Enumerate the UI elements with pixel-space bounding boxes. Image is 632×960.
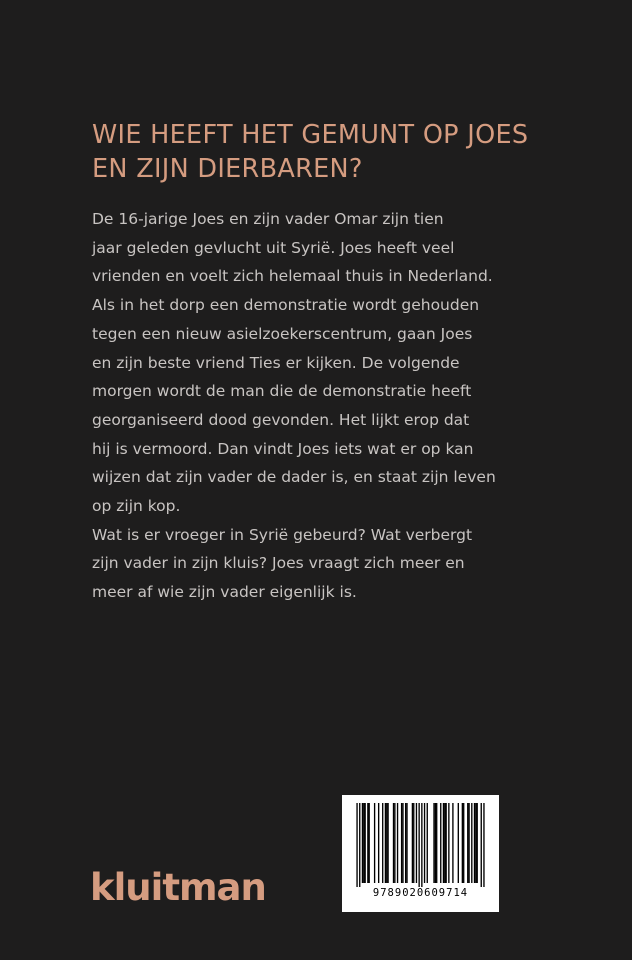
barcode-bar	[462, 803, 463, 883]
blurb-line: Als in het dorp een demonstratie wordt gehouden	[92, 296, 480, 315]
barcode-bar	[385, 803, 386, 883]
barcode-bar	[369, 803, 370, 883]
barcode-bar	[413, 803, 414, 883]
barcode-bar	[463, 803, 464, 883]
blurb-line: en zijn beste vriend Ties er kijken. De volgende	[92, 353, 460, 372]
barcode-bar	[363, 803, 364, 883]
blurb-line: op zijn kop.	[92, 497, 181, 516]
barcode-bar	[443, 803, 444, 883]
barcode-bar	[378, 803, 379, 883]
publisher-logo: kluitman	[90, 866, 266, 909]
blurb-line: morgen wordt de man die de demonstratie heeft	[92, 382, 472, 401]
blurb-text	[92, 205, 562, 607]
blurb-line: De 16-jarige Joes en zijn vader Omar zijn tien	[92, 210, 444, 228]
barcode-bar	[424, 803, 425, 883]
barcode-bar	[468, 803, 469, 883]
barcode-bar	[483, 803, 484, 887]
barcode-bar	[416, 803, 417, 883]
barcode-bar	[359, 803, 360, 887]
barcode-bar	[401, 803, 402, 883]
isbn-barcode	[342, 795, 499, 912]
barcode-bar	[367, 803, 368, 883]
barcode-bar	[445, 803, 446, 883]
blurb-line: wijzen dat zijn vader de dader is, en staat zijn leven	[92, 468, 496, 487]
headline-line: EN ZIJN DIERBAREN?	[92, 154, 363, 184]
barcode-bar	[412, 803, 413, 883]
barcode-bar	[362, 803, 363, 883]
isbn-number: 9789020609714	[372, 887, 469, 899]
barcode-bar	[471, 803, 472, 883]
barcode-bar	[394, 803, 395, 883]
barcode-bar	[382, 803, 383, 883]
blurb-line: tegen een nieuw asielzoekerscentrum, gaan Joes	[92, 324, 473, 343]
barcode-bar	[467, 803, 468, 883]
barcode-bar	[448, 803, 449, 883]
barcode-bar	[433, 803, 434, 883]
barcode-bar	[418, 803, 419, 887]
headline-line: WIE HEEFT HET GEMUNT OP JOES	[92, 120, 529, 150]
barcode-bar	[452, 803, 453, 883]
barcode-bar	[440, 803, 441, 883]
barcode-bar	[458, 803, 459, 883]
barcode-bar	[397, 803, 398, 883]
blurb-line: meer af wie zijn vader eigenlijk is.	[92, 583, 357, 602]
barcode-bar	[374, 803, 375, 883]
barcode-bar	[435, 803, 436, 883]
back-cover-headline	[92, 118, 562, 186]
barcode-bar	[356, 803, 357, 887]
barcode-bar	[444, 803, 445, 883]
barcode-bar	[477, 803, 478, 883]
barcode-bar	[481, 803, 482, 887]
barcode-bars	[342, 795, 499, 887]
barcode-bar	[393, 803, 394, 883]
barcode-bar	[402, 803, 403, 883]
blurb-line: zijn vader in zijn kluis? Joes vraagt zich meer en	[92, 554, 465, 573]
blurb-line: georganiseerd dood gevonden. Het lijkt erop dat	[92, 410, 470, 429]
barcode-bar	[436, 803, 437, 883]
barcode-bar	[405, 803, 406, 883]
blurb-line: jaar geleden gevlucht uit Syrië. Joes heeft veel	[92, 238, 455, 257]
barcode-bar	[406, 803, 407, 883]
barcode-bar	[427, 803, 428, 883]
barcode-bar	[364, 803, 365, 883]
barcode-bar	[386, 803, 387, 883]
barcode-bar	[474, 803, 475, 883]
blurb-line: hij is vermoord. Dan vindt Joes iets wat er op kan	[92, 439, 474, 458]
blurb-line: Wat is er vroeger in Syrië gebeurd? Wat verbergt	[92, 525, 473, 544]
barcode-bar	[475, 803, 476, 883]
barcode-bar	[421, 803, 422, 887]
barcode-bar	[387, 803, 388, 883]
blurb-line: vrienden en voelt zich helemaal thuis in Nederland.	[92, 267, 493, 286]
